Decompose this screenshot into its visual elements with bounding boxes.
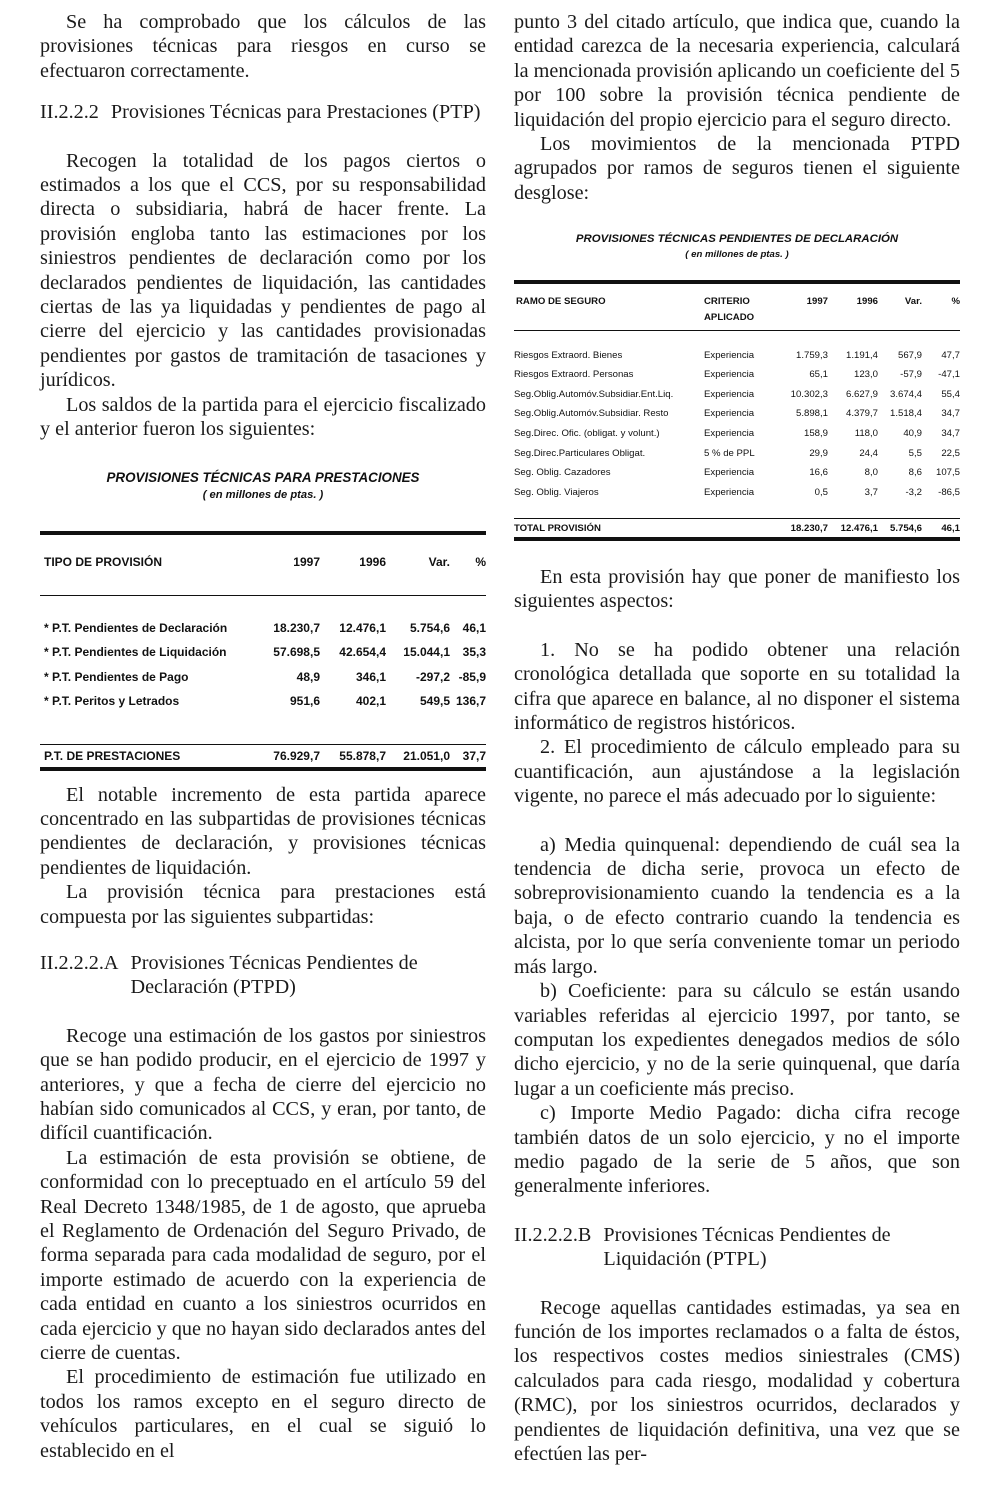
table-row — [514, 384, 960, 404]
column-header: Var. — [428, 554, 450, 569]
table-cell: Experiencia — [704, 408, 755, 420]
paragraph: Recogen la totalidad de los pagos ciertos o estimados a los que el CCS, por su responsabilidad directa o subsidiaria, habrá de hacer frente. La provisión engloba tanto las estimaciones por los siniestros pendientes de declaración como por los declarados pendientes de liquidación, las cantidades ciertas de las ya liquidadas y pendientes de pago al cierre del ejercicio y las cantidades provisionadas pendientes por gastos de tramitación de tasaciones y jurídicos. — [40, 149, 486, 392]
table-cell: 8,0 — [864, 467, 878, 479]
table-cell: 46,1 — [462, 620, 486, 635]
column-header: TIPO DE PROVISIÓN — [44, 554, 163, 569]
column-header: 1997 — [806, 296, 828, 308]
table-cell: * P.T. Pendientes de Pago — [44, 669, 189, 684]
table-cell: 402,1 — [355, 694, 386, 709]
table-row — [514, 404, 960, 424]
table-rule — [514, 330, 960, 331]
table-cell: 5.898,1 — [795, 408, 828, 420]
table-cell: 107,5 — [935, 467, 960, 479]
table-row — [514, 482, 960, 502]
table-cell: Seg.Direc. Ofic. (obligat. y volunt.) — [514, 427, 660, 439]
table-row — [40, 665, 486, 690]
table-cell: 1.759,3 — [795, 349, 828, 361]
paragraph: El notable incremento de esta partida aparece concentrado en las subpartidas de provisiones técnicas pendientes de declaración, y provisiones técnicas pendientes de liquidación. — [40, 783, 486, 879]
table-cell: 5.754,6 — [409, 620, 450, 635]
table-cell: 5.754,6 — [889, 522, 922, 534]
table-cell: -3,2 — [905, 486, 922, 498]
table-cell: 123,0 — [853, 369, 878, 381]
table-row — [514, 345, 960, 365]
prestaciones-table — [40, 470, 486, 771]
table-cell: 55,4 — [941, 388, 960, 400]
table-title: PROVISIONES TÉCNICAS PENDIENTES DE DECLARACIÓN — [575, 233, 899, 246]
section-title: Provisiones Técnicas Pendientes de Liquidación (PTPL) — [603, 1223, 891, 1271]
section-heading — [40, 100, 486, 124]
list-item: 2. El procedimiento de cálculo empleado para su cuantificación, aun ajustándose a la legislación vigente, no parece el más adecuado por lo siguiente: — [514, 736, 960, 808]
list-item: a) Media quinquenal: dependiendo de cuál sea la tendencia de dicha serie, provoca un efecto de sobreprovisionamiento cuando la tendencia es a la baja, o de efecto contrario cuando la tendencia es alcista, por lo que sería conveniente tomar un periodo más largo. — [514, 833, 960, 978]
table-cell: 12.476,1 — [339, 620, 386, 635]
table-cell: -47,1 — [938, 369, 960, 381]
right-column — [514, 10, 960, 1466]
table-cell: 1.191,4 — [845, 349, 878, 361]
data-table-total — [514, 519, 960, 537]
table-subtitle: ( en millones de ptas. ) — [685, 249, 789, 261]
section-title: Provisiones Técnicas para Prestaciones (PTP) — [110, 101, 481, 124]
table-total-row — [40, 745, 486, 767]
table-cell: 34,7 — [941, 408, 960, 420]
table-cell: Seg. Oblig. Cazadores — [514, 467, 611, 479]
section-title: Provisiones Técnicas Pendientes de Declaración (PTPD) — [130, 951, 418, 999]
table-cell: Experiencia — [704, 486, 755, 498]
paragraph: El procedimiento de estimación fue utilizado en todos los ramos excepto en el seguro directo de vehículos particulares, en el cual se siguió lo establecido en el — [40, 1366, 486, 1462]
table-cell: 549,5 — [419, 694, 450, 709]
table-rule — [40, 595, 486, 596]
table-cell: 48,9 — [296, 669, 320, 684]
table-cell: 76.929,7 — [273, 748, 320, 763]
column-header: CRITERIO APLICADO — [704, 296, 755, 324]
table-cell: 6.627,9 — [845, 388, 878, 400]
table-cell: -57,9 — [900, 369, 922, 381]
table-cell: Riesgos Extraord. Personas — [514, 369, 634, 381]
table-cell: 158,9 — [803, 427, 828, 439]
table-cell: * P.T. Peritos y Letrados — [44, 694, 180, 709]
table-cell: 37,7 — [462, 748, 486, 763]
table-cell: 65,1 — [809, 369, 828, 381]
list-item: c) Importe Medio Pagado: dicha cifra recoge también datos de un solo ejercicio, y no el importe medio pagado de la serie de 5 años, que son generalmente inferiores. — [514, 1102, 960, 1198]
paragraph: En esta provisión hay que poner de manifiesto los siguientes aspectos: — [514, 566, 960, 613]
table-cell: 18.230,7 — [273, 620, 320, 635]
column-header: Var. — [904, 296, 922, 308]
table-cell: 35,3 — [462, 645, 486, 660]
table-cell: 4.379,7 — [845, 408, 878, 420]
section-heading — [514, 1223, 960, 1272]
column-header: RAMO DE SEGURO — [516, 296, 606, 308]
table-cell: 12.476,1 — [840, 522, 878, 534]
table-row — [514, 463, 960, 483]
table-row — [514, 365, 960, 385]
table-cell: 40,9 — [903, 427, 922, 439]
table-cell: 57.698,5 — [273, 645, 320, 660]
table-cell: Experiencia — [704, 349, 755, 361]
table-cell: -297,2 — [415, 669, 450, 684]
table-cell: 3.674,4 — [889, 388, 922, 400]
column-header: 1997 — [293, 554, 320, 569]
table-cell: 10.302,3 — [790, 388, 828, 400]
table-cell: 0,5 — [814, 486, 828, 498]
data-table-body — [40, 616, 486, 714]
table-cell: Experiencia — [704, 427, 755, 439]
table-title: PROVISIONES TÉCNICAS PARA PRESTACIONES — [106, 469, 420, 485]
table-cell: 34,7 — [941, 427, 960, 439]
table-cell: 567,9 — [897, 349, 922, 361]
table-cell: 29,9 — [809, 447, 828, 459]
table-cell: * P.T. Pendientes de Declaración — [44, 620, 228, 635]
table-cell: Seg.Oblig.Automóv.Subsidiar. Resto — [514, 408, 669, 420]
table-row — [514, 443, 960, 463]
table-subtitle: ( en millones de ptas. ) — [202, 488, 324, 501]
table-cell: 21.051,0 — [403, 748, 450, 763]
table-cell: Experiencia — [704, 467, 755, 479]
paragraph: Los saldos de la partida para el ejercicio fiscalizado y el anterior fueron los siguientes: — [40, 393, 486, 441]
column-header: % — [951, 296, 960, 308]
table-cell: Seg.Direc.Particulares Obligat. — [514, 447, 646, 459]
table-cell: 16,6 — [809, 467, 828, 479]
paragraph: La estimación de esta provisión se obtiene, de conformidad con lo preceptuado en el artículo 59 del Real Decreto 1348/1985, de 1 de agosto, que aprueba el Reglamento de Ordenación del Seguro Privado, de forma separada para cada modalidad de seguro, por el importe estimado de acuerdo con la experiencia de cada entidad en cuanto a los siniestros ocurridos en cada ejercicio y que no hayan sido declarados antes del cierre de cuentas. — [40, 1146, 486, 1365]
table-cell: Riesgos Extraord. Bienes — [514, 349, 623, 361]
left-column — [40, 10, 486, 1463]
table-cell: 24,4 — [859, 447, 878, 459]
table-cell: 5,5 — [908, 447, 922, 459]
table-cell: 8,6 — [908, 467, 922, 479]
table-cell: Experiencia — [704, 388, 755, 400]
column-header: 1996 — [856, 296, 878, 308]
table-header-row — [514, 294, 960, 326]
table-cell: 15.044,1 — [403, 645, 450, 660]
table-cell: Experiencia — [704, 369, 755, 381]
table-cell: Seg.Oblig.Automóv.Subsidiar.Ent.Liq. — [514, 388, 674, 400]
paragraph: La provisión técnica para prestaciones está compuesta por las siguientes subpartidas: — [40, 881, 486, 928]
paragraph: Recoge una estimación de los gastos por siniestros que se han podido producir, en el ejercicio de 1997 y anteriores, y que a fecha de cierre del ejercicio no habían sido comunicados al CCS, y eran, por tanto, de difícil cuantificación. — [40, 1024, 486, 1145]
list-item: 1. No se ha podido obtener una relación cronológica detallada que soporte en su totalidad la cifra que aparece en balance, al no disponer el sistema informático de registros históricos. — [514, 638, 960, 735]
table-total-row — [514, 519, 960, 537]
table-cell: -85,9 — [458, 669, 486, 684]
paragraph: punto 3 del citado artículo, que indica que, cuando la entidad carezca de la necesaria experiencia, calculará la mencionada provisión aplicando un coeficiente del 5 por 100 sobre la provisión técnica pendiente de liquidación del propio ejercicio para el seguro directo. — [514, 11, 960, 131]
table-cell — [704, 519, 776, 537]
section-number: II.2.2.2.B — [514, 1223, 592, 1246]
table-row — [514, 424, 960, 444]
paragraph: Los movimientos de la mencionada PTPD agrupados por ramos de seguros tienen el siguiente desglose: — [514, 133, 960, 204]
table-cell: 55.878,7 — [339, 748, 386, 763]
table-cell: * P.T. Pendientes de Liquidación — [44, 645, 227, 660]
table-row — [40, 616, 486, 641]
data-table-body — [514, 345, 960, 502]
table-cell: P.T. DE PRESTACIONES — [44, 748, 181, 763]
column-header: 1996 — [359, 554, 386, 569]
paragraph: Se ha comprobado que los cálculos de las provisiones técnicas para riesgos en curso se efectuaron correctamente. — [40, 11, 486, 82]
table-rule — [514, 280, 960, 284]
table-cell: 1.518,4 — [889, 408, 922, 420]
table-row — [40, 640, 486, 665]
table-cell: 346,1 — [355, 669, 386, 684]
table-cell: Seg. Oblig. Viajeros — [514, 486, 599, 498]
table-cell: TOTAL PROVISIÓN — [514, 522, 601, 534]
section-number: II.2.2.2 — [40, 101, 99, 124]
table-cell: 18.230,7 — [790, 522, 828, 534]
table-cell: 42.654,4 — [339, 645, 386, 660]
ptpd-table — [514, 233, 960, 541]
list-item: b) Coeficiente: para su cálculo se están usando variables referidas al ejercicio 1997, por tanto, se computan los expedientes denegados medios de sólo dicho ejercicio, y no de la serie quinquenal, que daría lugar a un coeficiente más preciso. — [514, 980, 960, 1100]
table-row — [40, 689, 486, 714]
table-cell: 22,5 — [941, 447, 960, 459]
section-heading — [40, 951, 486, 1000]
paragraph: Recoge aquellas cantidades estimadas, ya sea en función de los importes reclamados o a falta de éstos, los respectivos costes medios siniestrales (CMS) calculados para cada riesgo, modalidad y cobertura (RMC), por los siniestros ocurridos, declarados y pendientes de liquidación definitiva, una vez que se efectúen las per- — [514, 1296, 960, 1465]
table-cell: 47,7 — [941, 349, 960, 361]
table-cell: 118,0 — [854, 427, 878, 439]
data-table — [40, 535, 486, 589]
table-cell: 136,7 — [455, 694, 486, 709]
data-table — [514, 294, 960, 326]
table-cell: 951,6 — [289, 694, 320, 709]
table-cell: 5 % de PPL — [704, 447, 755, 459]
table-cell: 3,7 — [864, 486, 878, 498]
section-number: II.2.2.2.A — [40, 951, 119, 974]
table-cell: 46,1 — [941, 522, 960, 534]
data-table-total — [40, 745, 486, 767]
column-header: % — [475, 554, 486, 569]
table-cell: -86,5 — [938, 486, 960, 498]
table-header-row — [40, 535, 486, 589]
